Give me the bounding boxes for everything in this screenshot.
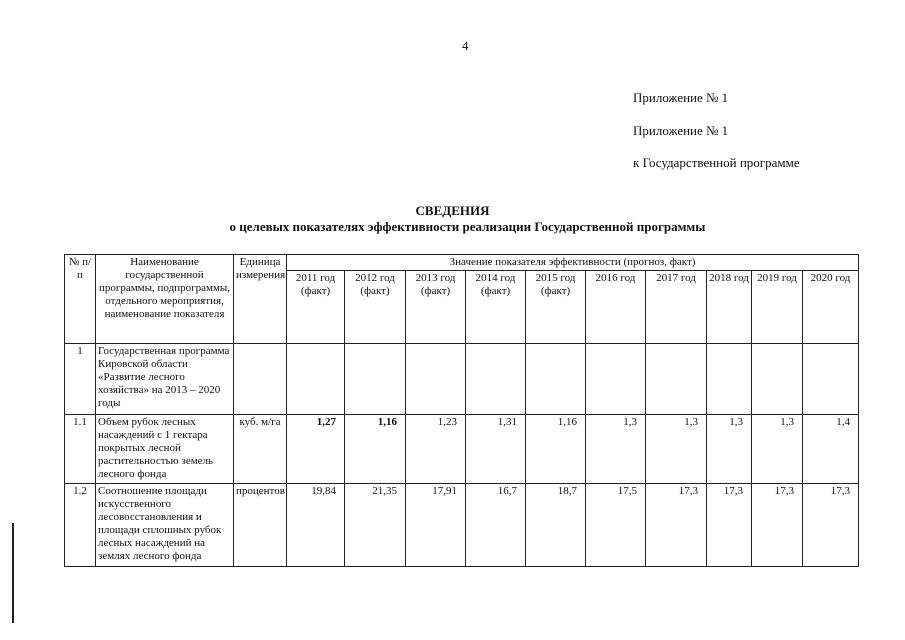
header-value-group: Значение показателя эффективности (прогноз, факт) bbox=[287, 255, 859, 271]
value-cell bbox=[287, 344, 345, 415]
page-number: 4 bbox=[462, 38, 469, 53]
value-cell: 1,3 bbox=[586, 415, 646, 484]
header-year: 2020 год bbox=[803, 271, 859, 344]
value-cell: 1,31 bbox=[466, 415, 526, 484]
header-year: 2015 год (факт) bbox=[526, 271, 586, 344]
value-cell bbox=[707, 344, 752, 415]
table-row bbox=[65, 415, 859, 484]
value-cell: 1,16 bbox=[526, 415, 586, 484]
header-year: 2012 год (факт) bbox=[345, 271, 406, 344]
value-cell: 21,35 bbox=[345, 484, 406, 567]
row-unit: процентов bbox=[234, 484, 287, 567]
value-cell: 17,3 bbox=[707, 484, 752, 567]
header-year: 2019 год bbox=[752, 271, 803, 344]
value-cell: 1,4 bbox=[803, 415, 859, 484]
row-name: Государственная программа Кировской области «Развитие лесного хозяйства» на 2013 – 2020 годы bbox=[96, 344, 234, 415]
value-cell: 1,3 bbox=[646, 415, 707, 484]
row-name: Соотношение площади искусственного лесовосстановления и площади сплошных рубок лесных насаждений на землях лесного фонда bbox=[96, 484, 234, 567]
value-cell bbox=[586, 344, 646, 415]
margin-mark bbox=[12, 523, 14, 623]
value-cell: 16,7 bbox=[466, 484, 526, 567]
header-year: 2016 год bbox=[586, 271, 646, 344]
value-cell: 1,27 bbox=[287, 415, 345, 484]
value-cell: 17,3 bbox=[646, 484, 707, 567]
appendix-line-3: к Государственной программе bbox=[633, 155, 800, 170]
header-year: 2014 год (факт) bbox=[466, 271, 526, 344]
row-num: 1.2 bbox=[65, 484, 96, 567]
header-name: Наименование государственной программы, подпрограммы, отдельного мероприятия, наименование показателя bbox=[96, 255, 234, 344]
value-cell: 17,91 bbox=[406, 484, 466, 567]
value-cell bbox=[406, 344, 466, 415]
value-cell: 17,3 bbox=[752, 484, 803, 567]
value-cell bbox=[466, 344, 526, 415]
value-cell: 1,23 bbox=[406, 415, 466, 484]
document-title: СВЕДЕНИЯ bbox=[415, 203, 490, 218]
value-cell: 1,16 bbox=[345, 415, 406, 484]
indicators-table bbox=[64, 254, 859, 567]
value-cell: 1,3 bbox=[707, 415, 752, 484]
appendix-line-1: Приложение № 1 bbox=[633, 90, 729, 105]
header-year: 2013 год (факт) bbox=[406, 271, 466, 344]
value-cell: 17,3 bbox=[803, 484, 859, 567]
value-cell bbox=[752, 344, 803, 415]
value-cell: 18,7 bbox=[526, 484, 586, 567]
row-num: 1.1 bbox=[65, 415, 96, 484]
table-row bbox=[65, 484, 859, 567]
header-year: 2011 год (факт) bbox=[287, 271, 345, 344]
table-row bbox=[65, 344, 859, 415]
value-cell: 19,84 bbox=[287, 484, 345, 567]
value-cell bbox=[345, 344, 406, 415]
header-year: 2017 год bbox=[646, 271, 707, 344]
row-unit: куб. м/га bbox=[234, 415, 287, 484]
row-unit bbox=[234, 344, 287, 415]
row-num: 1 bbox=[65, 344, 96, 415]
document-subtitle: о целевых показателях эффективности реализации Государственной программы bbox=[229, 219, 706, 234]
value-cell: 17,5 bbox=[586, 484, 646, 567]
header-year: 2018 год bbox=[707, 271, 752, 344]
header-num: № п/п bbox=[65, 255, 96, 344]
value-cell: 1,3 bbox=[752, 415, 803, 484]
appendix-line-2: Приложение № 1 bbox=[633, 123, 729, 138]
value-cell bbox=[803, 344, 859, 415]
value-cell bbox=[526, 344, 586, 415]
row-name: Объем рубок лесных насаждений с 1 гектара покрытых лесной растительностью земель лесного фонда bbox=[96, 415, 234, 484]
value-cell bbox=[646, 344, 707, 415]
header-unit: Единица измерения bbox=[234, 255, 287, 344]
